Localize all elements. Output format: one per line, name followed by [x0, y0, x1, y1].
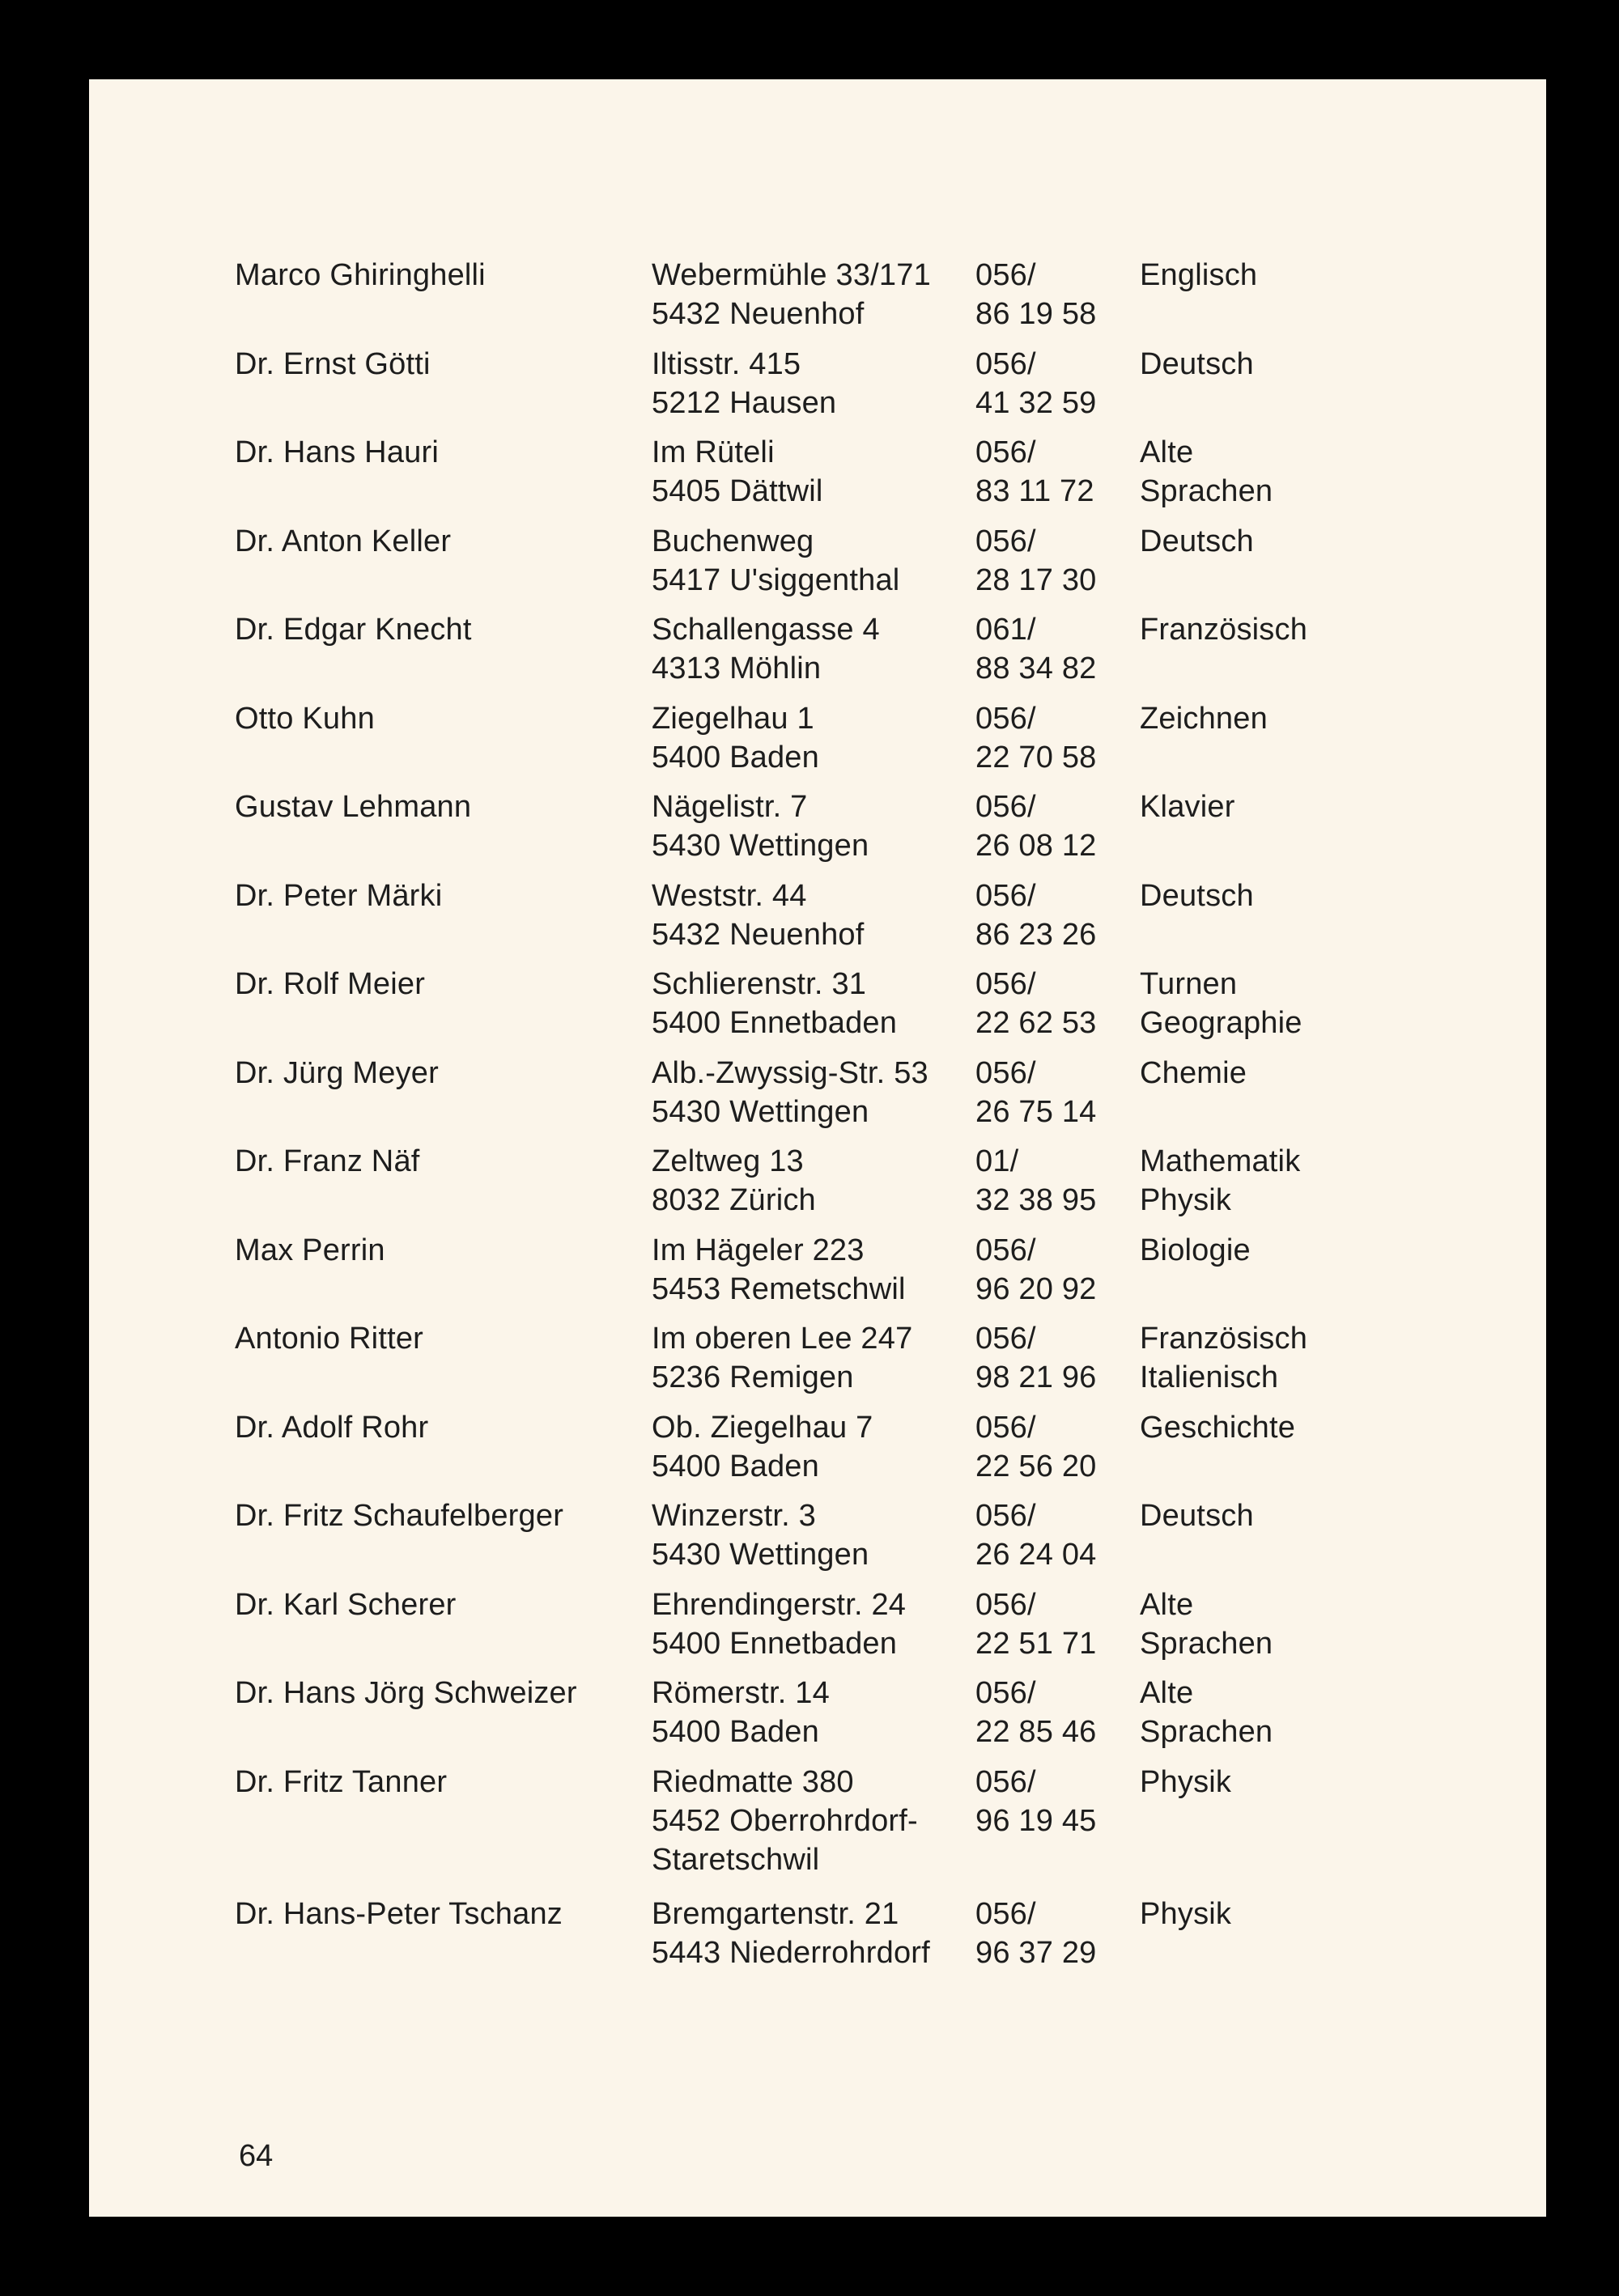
- teacher-subject-line: Deutsch: [1140, 878, 1254, 913]
- teacher-address-line: Ehrendingerstr. 24: [652, 1587, 907, 1622]
- teacher-phone-line: 056/: [975, 1896, 1036, 1931]
- teacher-address: [652, 522, 899, 600]
- teacher-subject: [1140, 965, 1302, 1042]
- teacher-subject-line: Zeichnen: [1140, 701, 1268, 736]
- directory-entry: [235, 1674, 1498, 1763]
- teacher-phone: [975, 610, 1097, 688]
- teacher-subject-line: Sprachen: [1140, 474, 1273, 508]
- teacher-address-line: Alb.-Zwyssig-Str. 53: [652, 1055, 928, 1090]
- teacher-name: Dr. Rolf Meier: [235, 967, 426, 1001]
- teacher-phone: [975, 787, 1097, 865]
- teacher-phone: [975, 522, 1097, 600]
- teacher-address: [652, 1319, 912, 1397]
- teacher-phone-line: 22 85 46: [975, 1715, 1097, 1749]
- teacher-name: Otto Kuhn: [235, 701, 375, 736]
- teacher-phone: [975, 1054, 1097, 1131]
- teacher-address: [652, 787, 869, 865]
- teacher-phone-line: 056/: [975, 1233, 1036, 1267]
- teacher-phone: [975, 876, 1097, 954]
- teacher-address: [652, 1674, 830, 1751]
- teacher-subject-line: Klavier: [1140, 790, 1235, 824]
- teacher-name: Dr. Fritz Schaufelberger: [235, 1499, 564, 1533]
- teacher-name: Dr. Fritz Tanner: [235, 1764, 448, 1799]
- teacher-address-line: 5400 Baden: [652, 1449, 819, 1483]
- teacher-subject-line: Turnen: [1140, 967, 1238, 1001]
- teacher-address: [652, 876, 865, 954]
- teacher-phone-line: 26 75 14: [975, 1094, 1097, 1129]
- teacher-address-line: 5430 Wettingen: [652, 829, 869, 863]
- teacher-subject: [1140, 522, 1254, 561]
- teacher-directory-list: [235, 256, 1498, 1983]
- teacher-name: Gustav Lehmann: [235, 790, 472, 824]
- teacher-address-line: Im oberen Lee 247: [652, 1322, 913, 1356]
- teacher-phone-line: 41 32 59: [975, 385, 1097, 420]
- directory-entry: [235, 1585, 1498, 1674]
- directory-entry: [235, 1231, 1498, 1320]
- teacher-phone-line: 96 37 29: [975, 1935, 1097, 1970]
- teacher-address-line: 5430 Wettingen: [652, 1094, 869, 1129]
- teacher-address-line: Im Hägeler 223: [652, 1233, 865, 1267]
- teacher-phone-line: 96 19 45: [975, 1803, 1097, 1838]
- teacher-name: Dr. Ernst Götti: [235, 346, 431, 381]
- teacher-address-line: 5400 Ennetbaden: [652, 1626, 898, 1661]
- teacher-subject: [1140, 433, 1273, 511]
- teacher-subject-line: Chemie: [1140, 1055, 1247, 1090]
- teacher-address-line: Schallengasse 4: [652, 613, 880, 647]
- teacher-phone-line: 98 21 96: [975, 1360, 1097, 1394]
- teacher-name: Dr. Hans Hauri: [235, 435, 439, 469]
- teacher-phone-line: 056/: [975, 346, 1036, 381]
- teacher-address: [652, 1142, 816, 1220]
- teacher-subject: [1140, 256, 1257, 295]
- teacher-phone: [975, 1674, 1097, 1751]
- teacher-address-line: Römerstr. 14: [652, 1676, 830, 1710]
- teacher-subject: [1140, 1408, 1295, 1447]
- teacher-address-line: 5236 Remigen: [652, 1360, 854, 1394]
- teacher-phone-line: 056/: [975, 258, 1036, 292]
- teacher-subject-line: Physik: [1140, 1183, 1232, 1217]
- teacher-subject-line: Biologie: [1140, 1233, 1251, 1267]
- teacher-subject: [1140, 345, 1254, 384]
- teacher-phone-line: 22 70 58: [975, 740, 1097, 775]
- teacher-phone-line: 056/: [975, 1322, 1036, 1356]
- directory-entry: [235, 965, 1498, 1054]
- teacher-phone-line: 056/: [975, 1499, 1036, 1533]
- teacher-phone-line: 86 23 26: [975, 917, 1097, 952]
- directory-entry: [235, 1054, 1498, 1143]
- directory-entry: [235, 787, 1498, 876]
- teacher-address-line: 5432 Neuenhof: [652, 297, 865, 331]
- teacher-phone: [975, 965, 1097, 1042]
- teacher-address-line: Staretschwil: [652, 1842, 820, 1877]
- teacher-subject-line: Geschichte: [1140, 1410, 1296, 1445]
- teacher-subject: [1140, 1142, 1300, 1220]
- teacher-address-line: 5452 Oberrohrdorf-: [652, 1803, 918, 1838]
- teacher-subject: [1140, 1496, 1254, 1535]
- teacher-address: [652, 1408, 873, 1486]
- teacher-address: [652, 1231, 906, 1309]
- teacher-subject: [1140, 1585, 1273, 1663]
- teacher-address-line: 5432 Neuenhof: [652, 917, 865, 952]
- teacher-subject: [1140, 1054, 1247, 1093]
- teacher-phone: [975, 699, 1097, 777]
- teacher-address-line: 5400 Baden: [652, 740, 819, 775]
- teacher-subject-line: Sprachen: [1140, 1715, 1273, 1749]
- teacher-phone: [975, 1895, 1097, 1972]
- teacher-address-line: Schlierenstr. 31: [652, 967, 867, 1001]
- teacher-phone-line: 22 56 20: [975, 1449, 1097, 1483]
- teacher-address: [652, 699, 819, 777]
- teacher-address-line: 5212 Hausen: [652, 385, 837, 420]
- teacher-name: Dr. Peter Märki: [235, 878, 443, 913]
- teacher-subject-line: Deutsch: [1140, 346, 1254, 381]
- teacher-subject: [1140, 1763, 1231, 1802]
- teacher-address-line: Im Rüteli: [652, 435, 775, 469]
- directory-entry: [235, 699, 1498, 788]
- teacher-address: [652, 965, 897, 1042]
- teacher-phone-line: 056/: [975, 524, 1036, 558]
- teacher-phone-line: 056/: [975, 435, 1036, 469]
- teacher-subject-line: Alte: [1140, 435, 1194, 469]
- teacher-address-line: Riedmatte 380: [652, 1764, 854, 1799]
- teacher-name: Dr. Karl Scherer: [235, 1587, 457, 1622]
- directory-entry: [235, 1319, 1498, 1408]
- teacher-phone-line: 056/: [975, 1764, 1036, 1799]
- directory-entry: [235, 1763, 1498, 1895]
- teacher-address: [652, 256, 931, 333]
- teacher-address: [652, 1763, 918, 1879]
- teacher-address-line: Bremgartenstr. 21: [652, 1896, 899, 1931]
- teacher-subject-line: Geographie: [1140, 1006, 1302, 1040]
- teacher-subject-line: Französisch: [1140, 613, 1308, 647]
- teacher-name: Dr. Jürg Meyer: [235, 1055, 439, 1090]
- teacher-address: [652, 1895, 930, 1972]
- teacher-subject: [1140, 1895, 1231, 1933]
- teacher-address: [652, 1054, 928, 1131]
- directory-entry: [235, 522, 1498, 611]
- teacher-address-line: Weststr. 44: [652, 878, 807, 913]
- teacher-subject: [1140, 787, 1235, 826]
- teacher-phone-line: 056/: [975, 1587, 1036, 1622]
- teacher-phone-line: 056/: [975, 878, 1036, 913]
- teacher-phone-line: 056/: [975, 701, 1036, 736]
- teacher-phone-line: 86 19 58: [975, 297, 1097, 331]
- teacher-address-line: Winzerstr. 3: [652, 1499, 816, 1533]
- directory-entry: [235, 1496, 1498, 1585]
- teacher-phone: [975, 1585, 1097, 1663]
- teacher-name: Marco Ghiringhelli: [235, 258, 486, 292]
- teacher-name: Dr. Franz Näf: [235, 1144, 420, 1178]
- teacher-subject-line: Physik: [1140, 1764, 1232, 1799]
- teacher-phone-line: 96 20 92: [975, 1271, 1097, 1306]
- teacher-phone-line: 056/: [975, 1676, 1036, 1710]
- teacher-address: [652, 1585, 906, 1663]
- teacher-address-line: Zeltweg 13: [652, 1144, 804, 1178]
- teacher-phone-line: 22 51 71: [975, 1626, 1097, 1661]
- directory-entry: [235, 1895, 1498, 1984]
- teacher-subject-line: Deutsch: [1140, 1499, 1254, 1533]
- teacher-phone: [975, 1142, 1097, 1220]
- teacher-address-line: Buchenweg: [652, 524, 814, 558]
- teacher-phone-line: 22 62 53: [975, 1006, 1097, 1040]
- page-number: 64: [239, 2139, 274, 2173]
- teacher-phone-line: 056/: [975, 967, 1036, 1001]
- teacher-address-line: 8032 Zürich: [652, 1183, 816, 1217]
- teacher-name: Dr. Anton Keller: [235, 524, 452, 558]
- teacher-phone: [975, 1408, 1097, 1486]
- teacher-subject-line: Englisch: [1140, 258, 1258, 292]
- teacher-name: Dr. Hans-Peter Tschanz: [235, 1896, 563, 1931]
- teacher-phone-line: 061/: [975, 613, 1036, 647]
- teacher-address: [652, 1496, 869, 1574]
- teacher-subject: [1140, 876, 1254, 915]
- directory-entry: [235, 610, 1498, 699]
- teacher-name: Max Perrin: [235, 1233, 385, 1267]
- teacher-phone: [975, 256, 1097, 333]
- teacher-subject: [1140, 1231, 1251, 1270]
- teacher-subject-line: Französisch: [1140, 1322, 1308, 1356]
- teacher-subject: [1140, 610, 1307, 649]
- teacher-phone-line: 88 34 82: [975, 651, 1097, 685]
- teacher-subject-line: Italienisch: [1140, 1360, 1279, 1394]
- teacher-address-line: Webermühle 33/171: [652, 258, 931, 292]
- teacher-address-line: 5430 Wettingen: [652, 1538, 869, 1572]
- teacher-subject: [1140, 1319, 1307, 1397]
- teacher-address-line: Iltisstr. 415: [652, 346, 801, 381]
- teacher-address-line: Ob. Ziegelhau 7: [652, 1410, 873, 1445]
- teacher-address-line: Nägelistr. 7: [652, 790, 808, 824]
- teacher-subject: [1140, 1674, 1273, 1751]
- directory-entry: [235, 876, 1498, 966]
- teacher-phone: [975, 345, 1097, 422]
- teacher-address: [652, 433, 823, 511]
- teacher-phone: [975, 433, 1094, 511]
- teacher-subject: [1140, 699, 1268, 738]
- teacher-phone-line: 056/: [975, 1055, 1036, 1090]
- teacher-subject-line: Sprachen: [1140, 1626, 1273, 1661]
- teacher-address-line: 4313 Möhlin: [652, 651, 822, 685]
- teacher-name: Dr. Adolf Rohr: [235, 1410, 429, 1445]
- teacher-subject-line: Mathematik: [1140, 1144, 1301, 1178]
- teacher-phone: [975, 1231, 1097, 1309]
- teacher-phone-line: 26 08 12: [975, 829, 1097, 863]
- teacher-subject-line: Alte: [1140, 1587, 1194, 1622]
- teacher-phone-line: 83 11 72: [975, 474, 1094, 508]
- teacher-address-line: Ziegelhau 1: [652, 701, 814, 736]
- teacher-phone-line: 26 24 04: [975, 1538, 1097, 1572]
- teacher-phone-line: 28 17 30: [975, 562, 1097, 597]
- directory-entry: [235, 345, 1498, 434]
- teacher-address: [652, 345, 836, 422]
- teacher-name: Dr. Edgar Knecht: [235, 613, 472, 647]
- teacher-address-line: 5443 Niederrohrdorf: [652, 1935, 930, 1970]
- teacher-address-line: 5453 Remetschwil: [652, 1271, 906, 1306]
- teacher-address-line: 5417 U'siggenthal: [652, 562, 900, 597]
- teacher-name: Dr. Hans Jörg Schweizer: [235, 1676, 577, 1710]
- directory-entry: [235, 433, 1498, 522]
- document-page: [89, 79, 1546, 2217]
- teacher-subject-line: Physik: [1140, 1896, 1232, 1931]
- teacher-address-line: 5400 Baden: [652, 1715, 819, 1749]
- directory-entry: [235, 1408, 1498, 1497]
- teacher-subject-line: Deutsch: [1140, 524, 1254, 558]
- teacher-address: [652, 610, 880, 688]
- directory-entry: [235, 1142, 1498, 1231]
- teacher-phone-line: 01/: [975, 1144, 1019, 1178]
- teacher-phone: [975, 1763, 1097, 1840]
- directory-entry: [235, 256, 1498, 345]
- teacher-phone: [975, 1319, 1097, 1397]
- teacher-phone-line: 32 38 95: [975, 1183, 1097, 1217]
- teacher-address-line: 5400 Ennetbaden: [652, 1006, 898, 1040]
- teacher-subject-line: Alte: [1140, 1676, 1194, 1710]
- teacher-phone-line: 056/: [975, 790, 1036, 824]
- teacher-phone-line: 056/: [975, 1410, 1036, 1445]
- teacher-name: Antonio Ritter: [235, 1322, 424, 1356]
- teacher-address-line: 5405 Dättwil: [652, 474, 823, 508]
- teacher-phone: [975, 1496, 1097, 1574]
